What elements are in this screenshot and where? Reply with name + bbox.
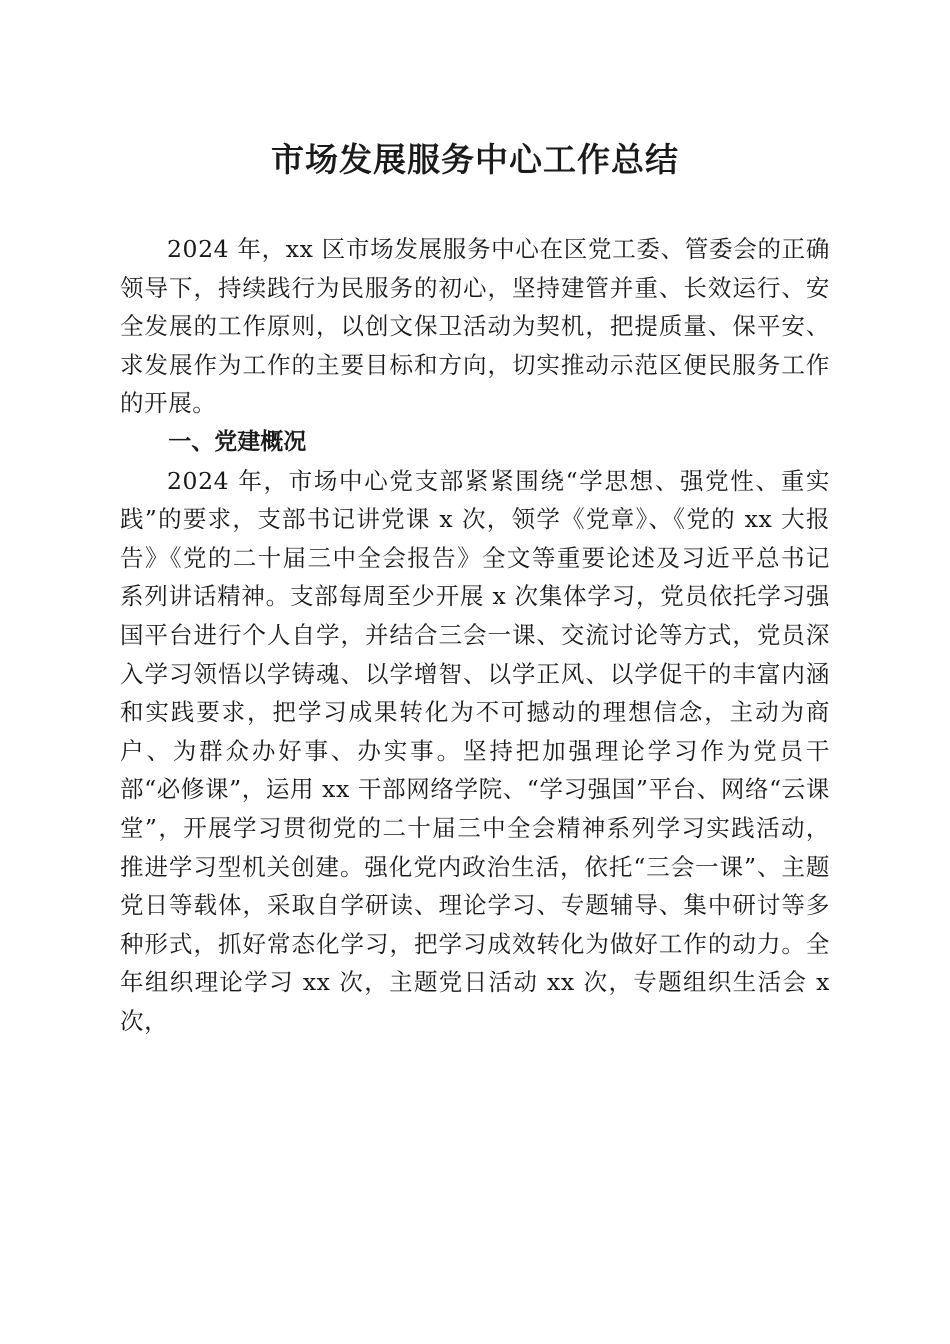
section-heading: 一、党建概况 (168, 428, 307, 455)
section-paragraph: 2024 年，市场中心党支部紧紧围绕“学思想、强党性、重实践”的要求，支部书记讲党课 x 次，领学《党章》、《党的 xx 大报告》《党的二十届三中全会报告》全文等重要论述及习近平总书记系列讲话精神。支部每周至少开展 x 次集体学习，党员依托学习强国平台进行个人自学，并结合三会一课、交流讨论等方式，党员深入学习领悟以学铸魂、以学增智、以学正风、以学促干的丰富内涵和实践要求，把学习成果转化为不可撼动的理想信念，主动为商户、为群众办好事、办实事。坚持把加强理论学习作为党员干部“必修课”，运用 xx 干部网络学院、“学习强国”平台、网络“云课堂”，开展学习贯彻党的二十届三中全会精神系列学习实践活动，推进学习型机关创建。强化党内政治生活，依托“三会一课”、主题党日等载体，采取自学研读、理论学习、专题辅导、集中研讨等多种形式，抓好常态化学习，把学习成效转化为做好工作的动力。全年组织理论学习 xx 次，主题党日活动 xx 次，专题组织生活会 x 次， (120, 466, 830, 1035)
document-body (120, 230, 830, 1040)
document-title: 市场发展服务中心工作总结 (271, 140, 679, 179)
intro-paragraph: 2024 年，xx 区市场发展服务中心在区党工委、管委会的正确领导下，持续践行为民服务的初心，坚持建管并重、长效运行、安全发展的工作原则，以创文保卫活动为契机，把提质量、保平安、求发展作为工作的主要目标和方向，切实推动示范区便民服务工作的开展。 (120, 235, 830, 418)
